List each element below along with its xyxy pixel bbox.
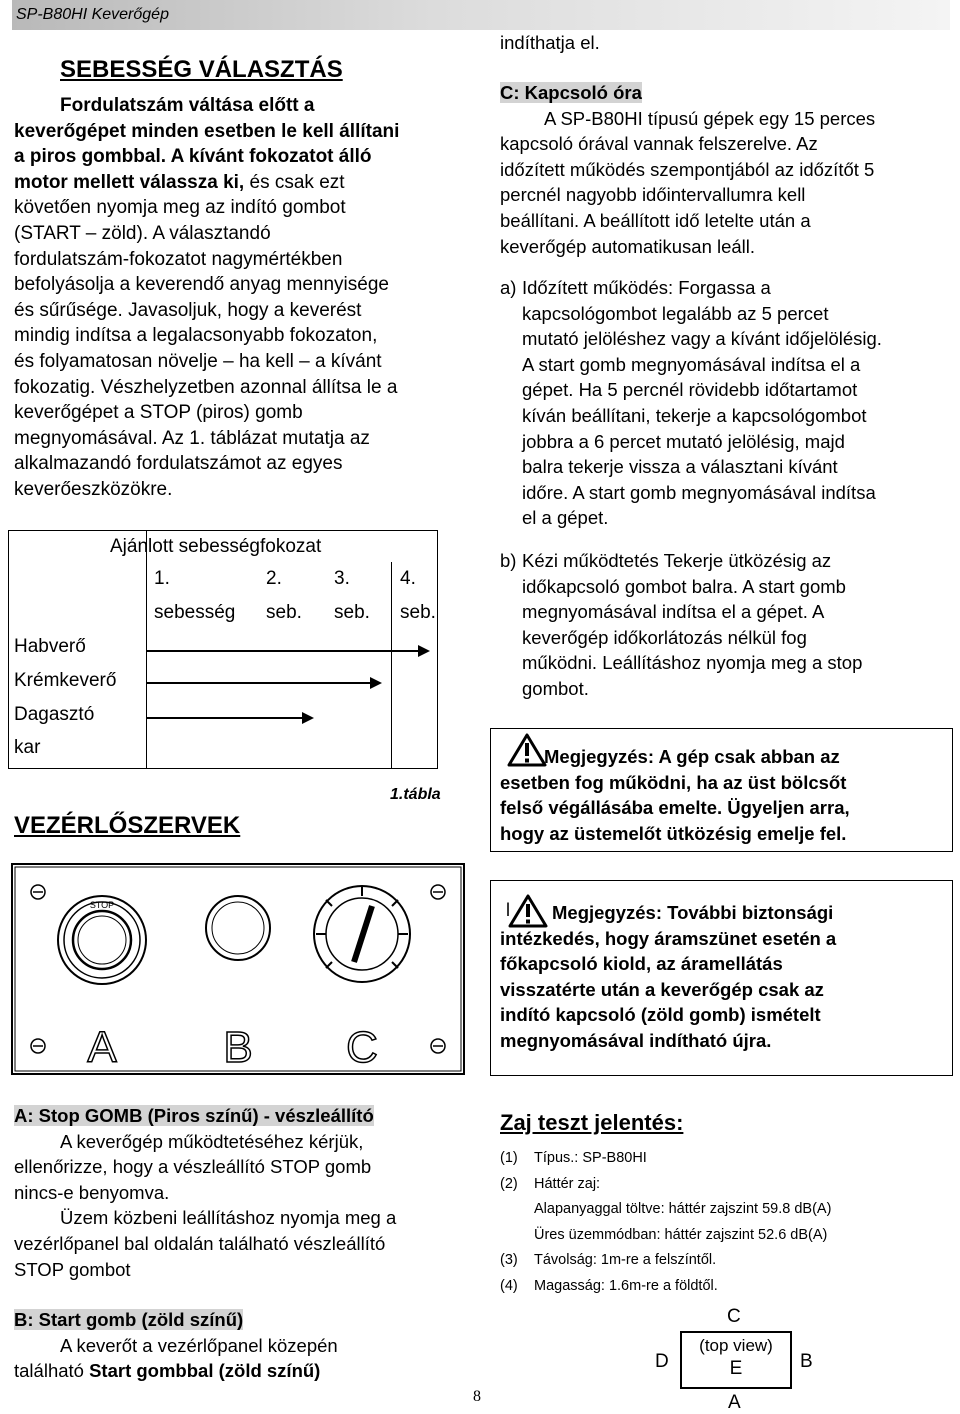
- stop-line: nincs-e benyomva.: [14, 1181, 170, 1203]
- note-line: felső végállásába emelte. Ügyeljen arra,: [500, 797, 850, 819]
- speed-bold-line: motor mellett válassza ki,: [14, 171, 245, 193]
- item-b-line: gombot.: [522, 677, 589, 699]
- panel-label: A: [87, 1023, 117, 1072]
- top-view-inner-line1: (top view): [699, 1336, 773, 1355]
- table-row-tool: Habverő: [14, 636, 86, 657]
- item-b-line: Kézi működtetés Tekerje ütközésig az: [522, 550, 832, 571]
- note-line: Megjegyzés: A gép csak abban az: [544, 746, 840, 767]
- table-col-bottom: sebesség: [154, 602, 236, 623]
- speed-bold-line: Fordulatszám váltása előtt a: [60, 95, 315, 116]
- noise-num: (1): [500, 1150, 518, 1166]
- timer-item-a: [500, 275, 955, 531]
- noise-text: Típus.: SP-B80HI: [534, 1150, 647, 1166]
- item-a-line: kíván beállítani, tekerje a kapcsológombot: [522, 404, 867, 426]
- note-power-text: [500, 900, 836, 1054]
- speed-line: és csak ezt: [244, 171, 345, 193]
- timer-line: beállítani. A beállított idő letelte után a: [500, 209, 811, 231]
- timer-title: C: Kapcsoló óra: [500, 82, 642, 103]
- speed-paragraph: [14, 119, 399, 503]
- item-a-line: mutató jelöléshez vagy a kívánt időjelölésig.: [522, 328, 882, 350]
- speed-table: [8, 530, 438, 770]
- stop-section: [14, 1103, 396, 1282]
- note-line: Megjegyzés: További biztonsági: [552, 902, 834, 923]
- page-number: 8: [473, 1388, 481, 1405]
- note-line: főkapcsoló kiold, az áramellátás: [500, 953, 783, 975]
- note-prefix: l: [506, 900, 510, 920]
- speed-line: és sűrűsége. Javasoljuk, hogy a keverést: [14, 299, 362, 321]
- item-b-line: időkapcsoló gombot balra. A start gomb: [522, 575, 846, 597]
- top-view-label-left: D: [655, 1351, 669, 1372]
- timer-line: kapcsoló órával vannak felszerelve. Az: [500, 133, 818, 155]
- noise-text: Háttér zaj:: [534, 1175, 601, 1192]
- item-a-line: jobbra a 6 percet mutató jelölésig, majd: [522, 430, 845, 452]
- item-b-line: keverőgép időkorlátozás nélkül fog: [522, 626, 807, 648]
- speed-line: fordulatszám-fokozatot nagymértékben: [14, 248, 343, 270]
- timer-dial-icon: [314, 886, 410, 982]
- header-title: SP-B80HI Keverőgép: [16, 6, 169, 23]
- timer-item-b: [500, 548, 955, 702]
- noise-text: Magasság: 1.6m-re a földtől.: [534, 1277, 718, 1294]
- stop-line: A keverőgép működtetéséhez kérjük,: [60, 1130, 364, 1152]
- panel-screw-icon: [31, 885, 45, 899]
- table-row-tool: Dagasztó: [14, 704, 95, 725]
- speed-line: keverőgépet a STOP (piros) gomb: [14, 402, 303, 424]
- item-a-line: el a gépet.: [522, 507, 609, 529]
- controls-title: VEZÉRLŐSZERVEK: [14, 812, 241, 839]
- note-line: intézkedés, hogy áramszünet esetén a: [500, 927, 837, 949]
- start-button-icon: [206, 896, 270, 960]
- stop-line: ellenőrizze, hogy a vészleállító STOP gomb: [14, 1156, 372, 1178]
- panel-label: B: [223, 1023, 253, 1072]
- table-caption: 1.tábla: [390, 786, 441, 803]
- stop-line: Üzem közbeni leállításhoz nyomja meg a: [60, 1207, 397, 1229]
- item-b-label: b): [500, 550, 517, 571]
- table-row-tool: kar: [14, 737, 41, 758]
- table-col-top: 1.: [154, 568, 170, 589]
- noise-num: (2): [500, 1175, 518, 1192]
- timer-line: percnél nagyobb időintervallumra kell: [500, 184, 806, 206]
- table-col-bottom: seb.: [334, 602, 370, 623]
- stop-line: STOP gombot: [14, 1258, 131, 1280]
- speed-bold-line: keverőgépet minden esetben le kell állítani: [14, 120, 400, 142]
- svg-text:STOP: STOP: [89, 900, 115, 910]
- note-cauldron-text: [500, 744, 850, 846]
- noise-title: Zaj teszt jelentés:: [500, 1110, 684, 1135]
- speed-bold-intro: [60, 93, 314, 119]
- timer-section: [500, 80, 875, 259]
- noise-text: Távolság: 1m-re a felszíntől.: [534, 1252, 717, 1269]
- table-col-top: 2.: [266, 568, 282, 589]
- speed-line: megnyomásával. Az 1. táblázat mutatja az: [14, 427, 370, 449]
- top-view-label-right: B: [800, 1351, 813, 1372]
- panel-screw-icon: [31, 1039, 45, 1053]
- top-view-diagram: [650, 1306, 830, 1414]
- note-line: visszatérte után a keverőgép csak az: [500, 978, 824, 1000]
- control-panel-drawing: [10, 862, 466, 1076]
- speed-line: mindig indítsa a legalacsonyabb fokozaton,: [14, 325, 378, 347]
- item-a-line: balra tekerje vissza a választani kívánt: [522, 456, 838, 478]
- start-line: A keverőt a vezérlőpanel közepén: [60, 1334, 338, 1356]
- noise-num: (3): [500, 1252, 518, 1269]
- note-line: hogy az üstemelőt ütközésig emelje fel.: [500, 822, 847, 844]
- table-col-bottom: seb.: [266, 602, 302, 623]
- speed-line: követően nyomja meg az indító gombot: [14, 197, 346, 219]
- item-a-label: a): [500, 277, 517, 298]
- speed-line: befolyásolja a keverendő anyag mennyisége: [14, 274, 389, 296]
- noise-text: Üres üzemmódban: háttér zajszint 52.6 dB(A): [534, 1226, 828, 1243]
- item-b-line: működni. Leállításhoz nyomja meg a stop: [522, 652, 863, 674]
- top-view-inner-line2: E: [729, 1358, 743, 1379]
- note-line: megnyomásával indítható újra.: [500, 1029, 772, 1051]
- speed-bold-line: a piros gombbal. A kívánt fokozatot álló: [14, 146, 372, 168]
- timer-line: keverőgép automatikusan leáll.: [500, 235, 756, 257]
- speed-arrow-kremkevero: [146, 682, 380, 684]
- start-title: B: Start gomb (zöld színű): [14, 1309, 244, 1330]
- noise-list: [500, 1146, 831, 1300]
- note-line: esetben fog működni, ha az üst bölcsőt: [500, 771, 847, 793]
- table-row-tool: Krémkeverő: [14, 670, 117, 691]
- start-line: található: [14, 1360, 90, 1382]
- start-section: [14, 1307, 338, 1384]
- stop-line: vezérlőpanel bal oldalán található vészleállító: [14, 1232, 386, 1254]
- item-b-line: megnyomásával indítsa el a gépet. A: [522, 601, 825, 623]
- table-header: Ajánlott sebességfokozat: [110, 536, 322, 557]
- timer-line: A SP-B80HI típusú gépek egy 15 perces: [544, 107, 876, 129]
- speed-section-title: SEBESSÉG VÁLASZTÁS: [60, 56, 343, 83]
- table-col-top: 3.: [334, 568, 350, 589]
- panel-screw-icon: [431, 1039, 445, 1053]
- item-a-line: gépet. Ha 5 percnél rövidebb időtartamot: [522, 379, 858, 401]
- table-col-top: 4.: [400, 568, 416, 589]
- speed-line: (START – zöld). A választandó: [14, 222, 271, 244]
- start-line-bold: Start gombbal (zöld színű): [89, 1360, 321, 1382]
- stop-button-icon: [58, 896, 146, 984]
- speed-line: alkalmazandó fordulatszámot az egyes: [14, 453, 343, 475]
- noise-num: (4): [500, 1277, 518, 1294]
- speed-line: fokozatig. Vészhelyzetben azonnal állítsa le a: [14, 376, 398, 398]
- stop-title: A: Stop GOMB (Piros színű) - vészleállító: [14, 1105, 374, 1126]
- speed-arrow-habvero: [146, 650, 428, 652]
- speed-line: és folyamatosan növelje – ha kell – a kívánt: [14, 350, 382, 372]
- item-a-line: időre. A start gomb megnyomásával indítsa: [522, 481, 876, 503]
- item-a-line: Időzített működés: Forgassa a: [522, 277, 771, 298]
- continuation-line: indíthatja el.: [500, 32, 600, 53]
- top-view-label-top: C: [727, 1306, 741, 1327]
- top-view-label-bottom: A: [728, 1392, 741, 1413]
- panel-label: C: [346, 1023, 378, 1072]
- speed-arrow-dagaszto: [146, 717, 312, 719]
- note-line: indító kapcsoló (zöld gomb) ismételt: [500, 1004, 821, 1026]
- table-col-bottom: seb.: [400, 602, 436, 623]
- item-a-line: A start gomb megnyomásával indítsa el a: [522, 353, 861, 375]
- item-a-line: kapcsológombot legalább az 5 percet: [522, 302, 829, 324]
- noise-text: Alapanyaggal töltve: háttér zajszint 59.8 dB(A): [534, 1201, 832, 1218]
- panel-screw-icon: [431, 885, 445, 899]
- timer-line: időzített működés szempontjából az időzítőt 5: [500, 158, 875, 180]
- speed-line: keverőeszközökre.: [14, 478, 173, 500]
